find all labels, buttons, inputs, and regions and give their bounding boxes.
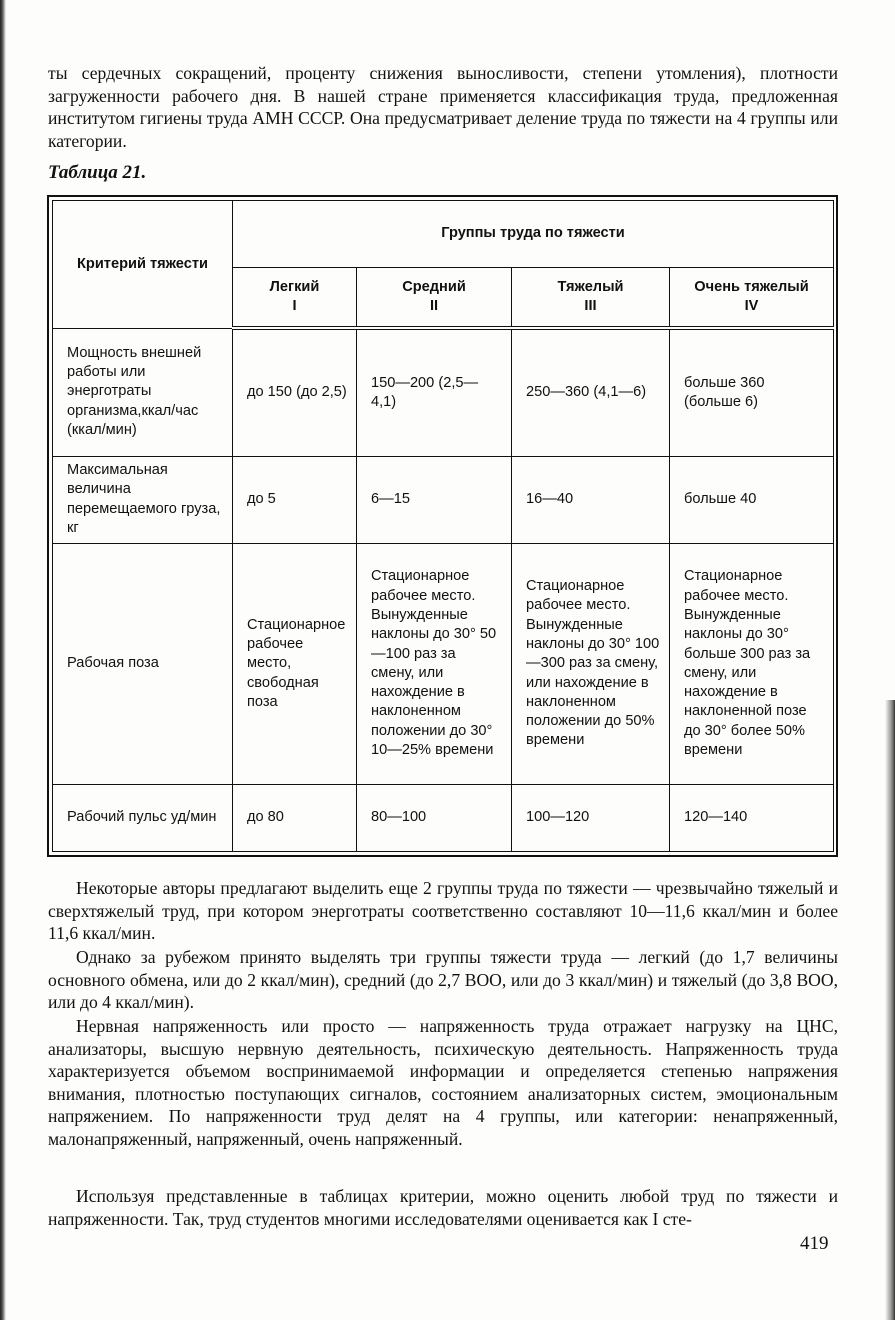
value-cell: Стационарное рабочее место. Вынужденные наклоны до 30° 100—300 раз за смену, или нахождение в наклоненном положении до 50% времени xyxy=(512,543,670,784)
value-cell: 80—100 xyxy=(357,785,512,852)
value-cell: 16—40 xyxy=(512,456,670,543)
group-header: Средний II xyxy=(357,267,512,328)
value-cell: больше 40 xyxy=(670,456,834,543)
criterion-cell: Мощность внешней работы или энерготраты организма,ккал/час (ккал/мин) xyxy=(53,328,233,456)
table-caption: Таблица 21. xyxy=(48,162,147,183)
scan-shadow-left xyxy=(0,0,6,1320)
group-header: Очень тяжелый IV xyxy=(670,267,834,328)
body-paragraph: Используя представленные в таблицах критерии, можно оценить любой труд по тяжести и напряженности. Так, труд студентов многими исследователями оценивается как I сте- xyxy=(48,1186,838,1229)
criterion-cell: Максимальная величина перемещаемого груза, кг xyxy=(53,456,233,543)
value-cell: 100—120 xyxy=(512,785,670,852)
table-row xyxy=(53,328,834,456)
value-cell: Стационарное рабочее место. Вынужденные наклоны до 30° 50—100 раз за смену, или нахождение в наклоненном положении до 30° 10—25% времени xyxy=(357,543,512,784)
group-header: Легкий I xyxy=(233,267,357,328)
value-cell: до 80 xyxy=(233,785,357,852)
criterion-cell: Рабочий пульс уд/мин xyxy=(53,785,233,852)
body-paragraph: Некоторые авторы предлагают выделить еще 2 группы труда по тяжести — чрезвычайно тяжелый и сверхтяжелый труд, при котором энерготраты соответственно составляют 10—11,6 ккал/мин и более 11,6 ккал/мин. xyxy=(48,878,838,943)
table-row xyxy=(53,785,834,852)
value-cell: 120—140 xyxy=(670,785,834,852)
body-paragraph: Однако за рубежом принято выделять три группы тяжести труда — легкий (до 1,7 величины основного обмена, или до 2 ккал/мин), средний (до 2,7 ВОО, или до 3 ккал/мин) и тяжелый (до 3,8 ВОО, или до 4 ккал/мин). xyxy=(48,947,838,1012)
criterion-cell: Рабочая поза xyxy=(53,543,233,784)
table-row xyxy=(53,456,834,543)
criterion-header: Критерий тяжести xyxy=(53,201,233,329)
value-cell: 6—15 xyxy=(357,456,512,543)
value-cell: 150—200 (2,5—4,1) xyxy=(357,328,512,456)
value-cell: Стационарное рабочее место. Вынужденные наклоны до 30° больше 300 раз за смену, или нахождение в наклоненной позе до 30° более 50% времени xyxy=(670,543,834,784)
value-cell: Стационарное рабочее место, свободная поза xyxy=(233,543,357,784)
labor-severity-table xyxy=(52,200,834,852)
value-cell: больше 360 (больше 6) xyxy=(670,328,834,456)
scan-shadow-right xyxy=(885,700,895,1320)
body-paragraph: Нервная напряженность или просто — напряженность труда отражает нагрузку на ЦНС, анализаторы, высшую нервную деятельность, психическую деятельность. Напряженность труда характеризуется объемом воспринимаемой информации и определяется степенью напряжения внимания, плотностью поступающих сигналов, состоянием анализаторных систем, эмоциональным напряжением. По напряженности труд делят на 4 группы, или категории: ненапряженный, малонапряженный, напряженный, очень напряженный. xyxy=(48,1016,838,1149)
group-header: Тяжелый III xyxy=(512,267,670,328)
table-frame xyxy=(47,195,838,857)
table-row xyxy=(53,543,834,784)
value-cell: до 150 (до 2,5) xyxy=(233,328,357,456)
groups-header: Группы труда по тяжести xyxy=(233,201,834,268)
value-cell: до 5 xyxy=(233,456,357,543)
intro-paragraph: ты сердечных сокращений, проценту снижения выносливости, степени утомления), плотности загруженности рабочего дня. В нашей стране применяется классификация труда, предложенная институтом гигиены труда АМН СССР. Она предусматривает деление труда по тяжести на 4 группы или категории. xyxy=(48,63,838,151)
value-cell: 250—360 (4,1—6) xyxy=(512,328,670,456)
page-number: 419 xyxy=(800,1233,829,1254)
